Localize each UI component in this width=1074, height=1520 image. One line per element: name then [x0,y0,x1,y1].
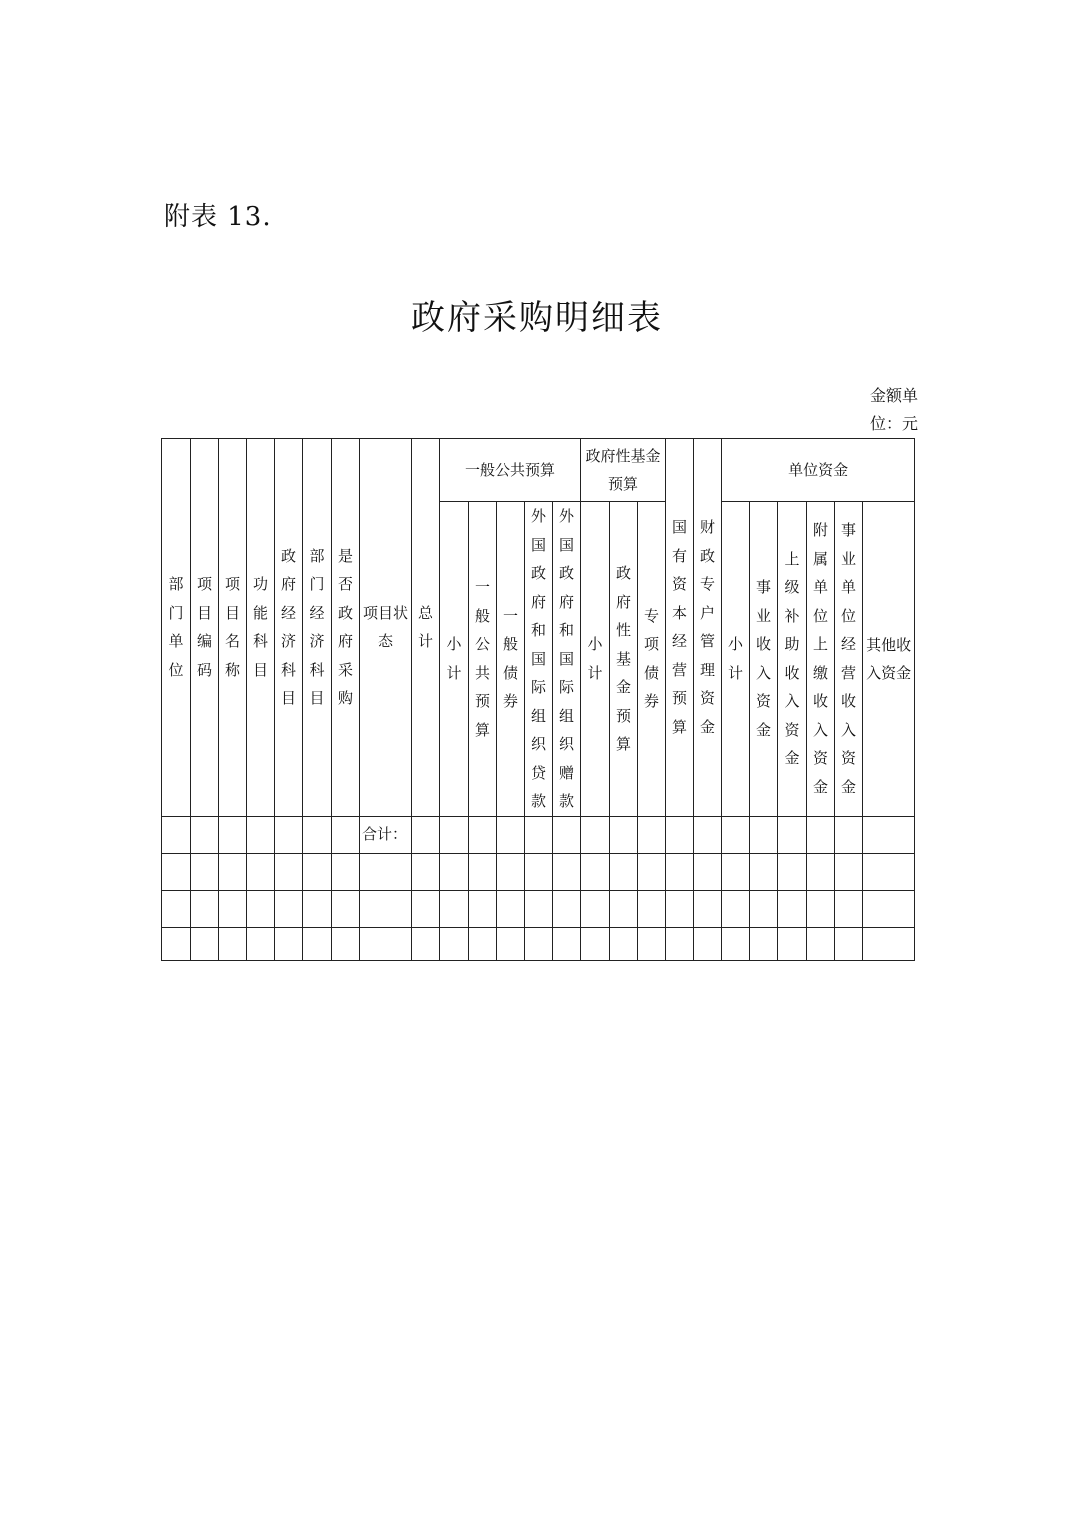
col-gf-special-bonds: 专项债券 [638,502,666,817]
procurement-table [161,438,915,961]
table-cell[interactable] [835,927,863,960]
table-cell[interactable] [247,853,275,890]
col-project-name: 项目名称 [219,439,247,817]
table-cell[interactable] [807,853,835,890]
table-cell[interactable] [525,890,553,927]
col-uf-affiliated-income: 附属单位上缴收入资金 [807,502,835,817]
table-cell[interactable] [694,853,722,890]
table-cell[interactable] [360,853,412,890]
col-uf-subtotal: 小计 [722,502,750,817]
table-cell[interactable] [610,816,638,853]
group-gov-fund-budget: 政府性基金预算 [581,439,666,502]
table-row [162,853,915,890]
col-state-capital-budget: 国有资本经营预算 [666,439,694,817]
col-uf-superior-subsidy: 上级补助收入资金 [778,502,807,817]
col-total: 总计 [412,439,440,817]
table-cell[interactable] [303,816,332,853]
table-cell[interactable] [863,890,915,927]
table-cell[interactable] [412,927,440,960]
table-cell[interactable] [722,890,750,927]
col-gf-fund-budget: 政府性基金预算 [610,502,638,817]
table-cell[interactable] [553,890,581,927]
table-cell[interactable] [162,927,191,960]
table-cell[interactable] [863,816,915,853]
col-gb-subtotal: 小计 [440,502,469,817]
col-uf-other-income: 其他收入资金 [863,502,915,817]
table-row [162,890,915,927]
table-cell[interactable] [275,853,303,890]
table-cell[interactable] [247,890,275,927]
appendix-label: 附表 13. [164,202,272,232]
col-fiscal-special-fund: 财政专户管理资金 [694,439,722,817]
table-cell[interactable] [581,927,610,960]
col-gb-foreign-grants: 外国政府和国际组织赠款 [553,502,581,817]
table-cell[interactable] [412,853,440,890]
table-cell[interactable] [807,927,835,960]
table-cell[interactable] [332,927,360,960]
table-cell[interactable] [666,890,694,927]
table-cell[interactable] [553,853,581,890]
col-uf-business-income: 事业收入资金 [750,502,778,817]
table-cell[interactable] [778,853,807,890]
table-cell[interactable] [778,816,807,853]
table-cell[interactable] [750,890,778,927]
page-title: 政府采购明细表 [411,298,663,338]
table-cell[interactable] [191,890,219,927]
col-is-gov-purchase: 是否政府采购 [332,439,360,817]
table-cell[interactable] [694,816,722,853]
col-project-code: 项目编码 [191,439,219,817]
table-cell[interactable] [694,890,722,927]
table-cell[interactable] [750,853,778,890]
table-cell[interactable] [469,890,497,927]
table-cell[interactable] [666,816,694,853]
col-gb-bonds: 一般债券 [497,502,525,817]
group-unit-funds: 单位资金 [722,439,915,502]
table-cell[interactable] [863,853,915,890]
col-gov-econ-subject: 政府经济科目 [275,439,303,817]
table-cell[interactable] [497,890,525,927]
table-cell[interactable] [666,853,694,890]
header-row-1 [162,439,915,502]
table-cell[interactable] [581,853,610,890]
table-cell[interactable] [440,853,469,890]
table-cell[interactable] [303,853,332,890]
table-cell[interactable] [412,816,440,853]
table-cell[interactable] [638,816,666,853]
total-row-label: 合计： [360,816,412,853]
table-cell[interactable] [303,890,332,927]
table-cell[interactable] [835,853,863,890]
table-cell[interactable] [525,816,553,853]
table-cell[interactable] [694,927,722,960]
table-cell[interactable] [525,927,553,960]
table-cell[interactable] [835,816,863,853]
table-cell[interactable] [778,927,807,960]
col-function-subject: 功能科目 [247,439,275,817]
table-cell[interactable] [722,927,750,960]
table-cell[interactable] [610,927,638,960]
table-cell[interactable] [332,890,360,927]
table-cell[interactable] [638,853,666,890]
col-dept-unit: 部门单位 [162,439,191,817]
table-cell[interactable] [525,853,553,890]
table-cell[interactable] [835,890,863,927]
table-cell[interactable] [638,890,666,927]
unit-line-1: 金额单 [869,386,918,405]
total-row [162,816,915,853]
table-cell[interactable] [191,816,219,853]
table-cell[interactable] [440,927,469,960]
col-project-status: 项目状态 [360,439,412,817]
table-cell[interactable] [219,927,247,960]
col-gb-general: 一般公共预算 [469,502,497,817]
table-cell[interactable] [497,816,525,853]
table-cell[interactable] [581,890,610,927]
table-cell[interactable] [162,890,191,927]
table-cell[interactable] [553,927,581,960]
table-cell[interactable] [162,853,191,890]
table-cell[interactable] [360,890,412,927]
table-cell[interactable] [275,927,303,960]
table-cell[interactable] [219,853,247,890]
table-cell[interactable] [440,816,469,853]
table-cell[interactable] [807,816,835,853]
col-gf-subtotal: 小计 [581,502,610,817]
table-cell[interactable] [497,927,525,960]
table-cell[interactable] [275,890,303,927]
table-cell[interactable] [666,927,694,960]
table-cell[interactable] [863,927,915,960]
table-cell[interactable] [412,890,440,927]
table-cell[interactable] [191,853,219,890]
table-cell[interactable] [275,816,303,853]
table-cell[interactable] [581,816,610,853]
table-row [162,927,915,960]
table-cell[interactable] [807,890,835,927]
amount-unit-note [856,382,918,438]
table-cell[interactable] [469,853,497,890]
table-cell[interactable] [722,853,750,890]
col-uf-operating-income: 事业单位经营收入资金 [835,502,863,817]
table-cell[interactable] [610,853,638,890]
table-cell[interactable] [219,816,247,853]
table-cell[interactable] [638,927,666,960]
table-cell[interactable] [497,853,525,890]
table-cell[interactable] [778,890,807,927]
col-dept-econ-subject: 部门经济科目 [303,439,332,817]
table-cell[interactable] [750,927,778,960]
table-cell[interactable] [440,890,469,927]
table-cell[interactable] [610,890,638,927]
table-cell[interactable] [162,816,191,853]
table-cell[interactable] [247,927,275,960]
table-cell[interactable] [722,816,750,853]
unit-line-2: 位：元 [869,414,918,433]
table-cell[interactable] [469,927,497,960]
table-cell[interactable] [191,927,219,960]
table-cell[interactable] [750,816,778,853]
group-general-budget: 一般公共预算 [440,439,581,502]
table-cell[interactable] [360,927,412,960]
col-gb-foreign-loans: 外国政府和国际组织贷款 [525,502,553,817]
table-cell[interactable] [332,816,360,853]
table-cell[interactable] [247,816,275,853]
table-cell[interactable] [469,816,497,853]
table-cell[interactable] [219,890,247,927]
table-cell[interactable] [332,853,360,890]
table-cell[interactable] [553,816,581,853]
table-cell[interactable] [303,927,332,960]
